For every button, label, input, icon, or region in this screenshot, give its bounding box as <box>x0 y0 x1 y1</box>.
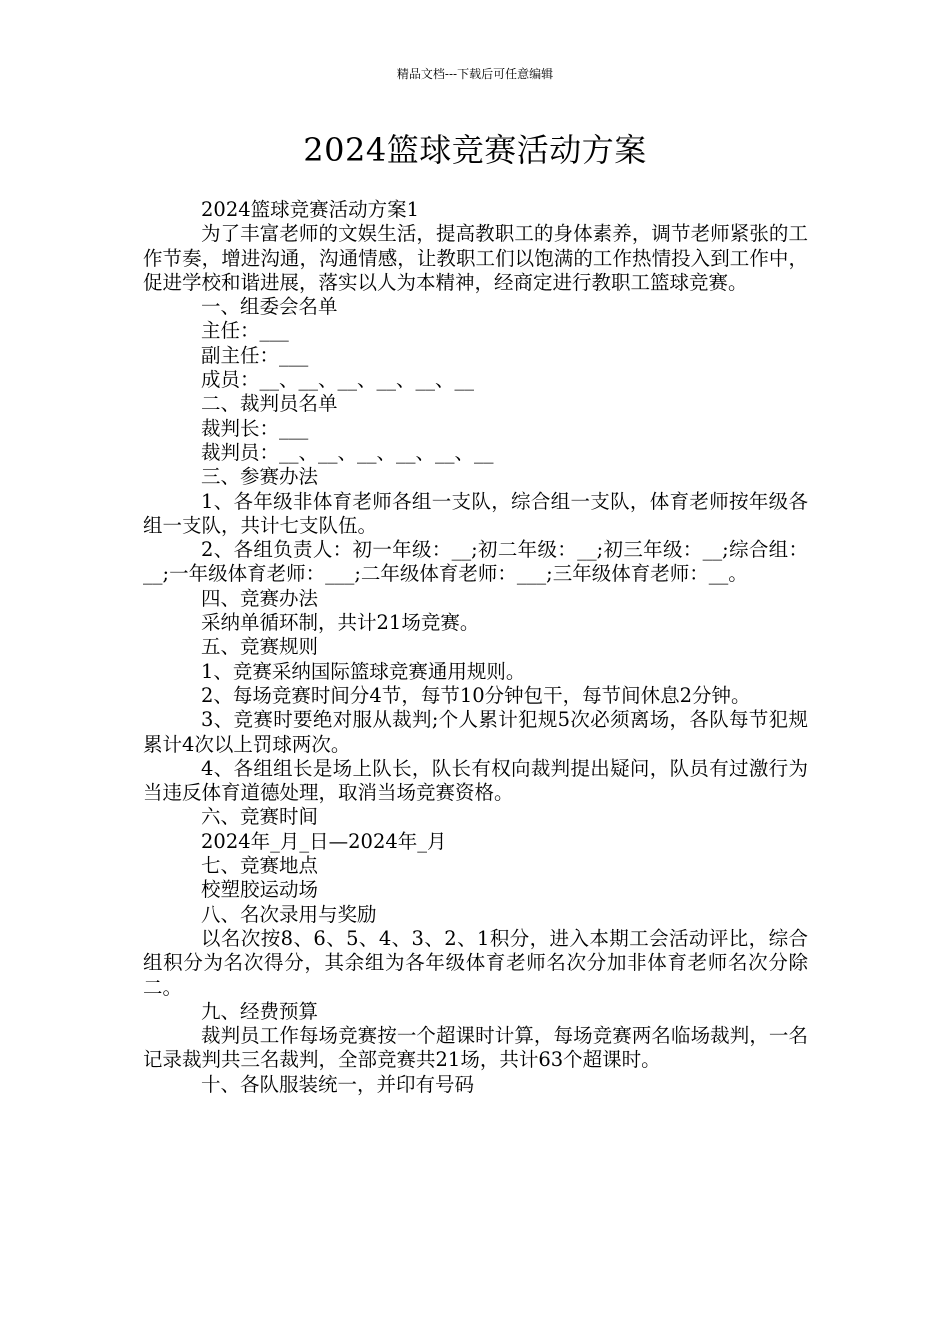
budget-paragraph: 裁判员工作每场竞赛按一个超课时计算，每场竞赛两名临场裁判，一名记录裁判共三名裁判，全部竞赛共21场，共计63个超课时。 <box>143 1024 808 1072</box>
document-body <box>143 198 808 1097</box>
committee-members: 成员：__、__、__、__、__、__ <box>201 368 475 392</box>
committee-director: 主任：___ <box>201 319 289 343</box>
section-heading-participation: 三、参赛办法 <box>201 465 319 489</box>
section-heading-committee: 一、组委会名单 <box>201 295 338 319</box>
venue-text: 校塑胶运动场 <box>201 878 319 902</box>
section-heading-uniform: 十、各队服装统一，并印有号码 <box>201 1072 475 1096</box>
ranking-paragraph: 以名次按8、6、5、4、3、2、1积分，进入本期工会活动评比，综合组积分为名次得分，其余组为各年级体育老师名次分加非体育老师名次分除二。 <box>143 926 808 999</box>
rule-item-3: 3、竞赛时要绝对服从裁判;个人累计犯规5次必须离场，各队每节犯规累计4次以上罚球两次。 <box>143 708 808 756</box>
rule-item-1: 1、竞赛采纳国际篮球竞赛通用规则。 <box>201 659 526 683</box>
rule-item-2: 2、每场竞赛时间分4节，每节10分钟包干，每节间休息2分钟。 <box>201 683 751 707</box>
document-title: 2024篮球竞赛活动方案 <box>303 131 647 169</box>
competition-method-text: 采纳单循环制，共计21场竞赛。 <box>201 611 480 635</box>
section-heading-ranking: 八、名次录用与奖励 <box>201 902 377 926</box>
section-heading-venue: 七、竞赛地点 <box>201 854 319 878</box>
section-heading-competition-method: 四、竞赛办法 <box>201 586 319 610</box>
intro-paragraph: 为了丰富老师的文娱生活，提高教职工的身体素养，调节老师紧张的工作节奏，增进沟通，沟通情感，让教职工们以饱满的工作热情投入到工作中，促进学校和谐进展，落实以人为本精神，经商定进行教职工篮球竞赛。 <box>143 222 808 294</box>
section-subtitle: 2024篮球竞赛活动方案1 <box>201 198 420 221</box>
rule-item-4: 4、各组组长是场上队长，队长有权向裁判提出疑问，队员有过激行为当违反体育道德处理，取消当场竞赛资格。 <box>143 756 808 805</box>
competition-time-text: 2024年_月_日—2024年_月 <box>201 829 447 853</box>
committee-deputy-director: 副主任：___ <box>201 343 309 367</box>
section-heading-time: 六、竞赛时间 <box>201 805 319 829</box>
participation-item-1: 1、各年级非体育老师各组一支队，综合组一支队，体育老师按年级各组一支队，共计七支队伍。 <box>143 489 808 537</box>
section-heading-referees: 二、裁判员名单 <box>201 392 338 416</box>
section-heading-budget: 九、经费预算 <box>201 999 319 1023</box>
section-heading-rules: 五、竞赛规则 <box>201 635 319 659</box>
participation-item-2: 2、各组负责人：初一年级：__;初二年级：__;初三年级：__;综合组：__;一年级体育老师：___;二年级体育老师：___;三年级体育老师：__。 <box>143 538 808 586</box>
header-note: 精品文档---下载后可任意编辑 <box>396 67 554 81</box>
chief-referee: 裁判长：___ <box>201 416 309 440</box>
referee-list: 裁判员：__、__、__、__、__、__ <box>201 440 494 464</box>
